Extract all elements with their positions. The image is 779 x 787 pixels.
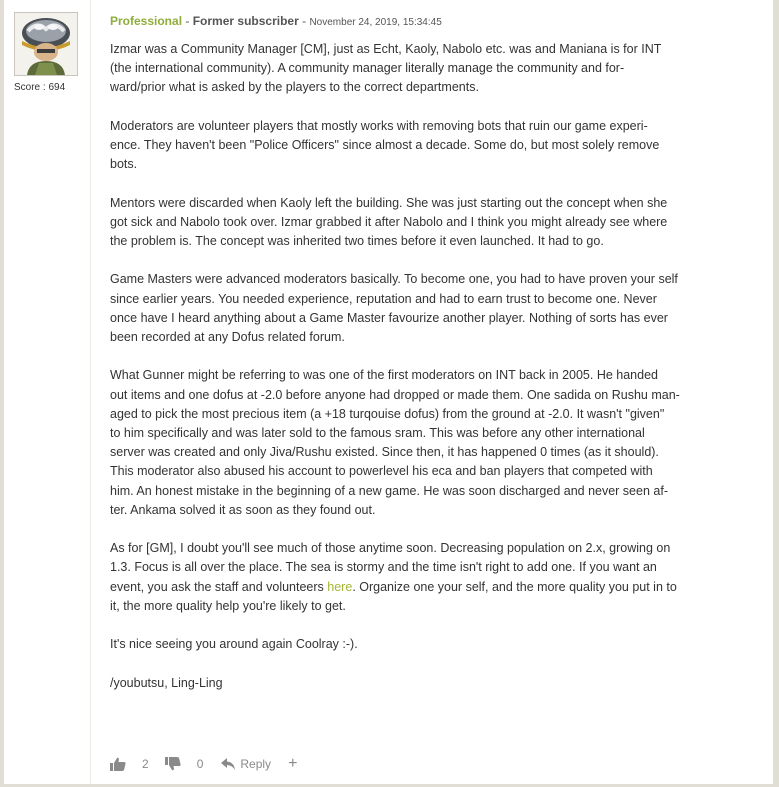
signature: /youbutsu, Ling-Ling — [110, 675, 223, 690]
author-column — [4, 0, 90, 787]
paragraph-gm — [110, 539, 726, 616]
thumbs-down-icon[interactable] — [165, 757, 181, 771]
avatar[interactable] — [14, 12, 78, 76]
here-link[interactable]: here — [327, 579, 353, 594]
thumbs-up-icon[interactable] — [110, 757, 126, 771]
gm-text-after: . Organize one your self, and the more quality you put in to it, the more quality help you're likely to get. — [110, 579, 677, 613]
column-divider — [90, 0, 91, 787]
like-count: 2 — [142, 757, 149, 771]
paragraph-game-masters: Game Masters were advanced moderators basically. To become one, you had to have proven your self since earlier years. You needed experience, reputation and had to earn trust to become one. Never once have I heard anything about a Game Master favourize another player. Nothing of sorts has ever been recorded at any Dofus related forum. — [110, 272, 678, 344]
more-button[interactable]: + — [288, 755, 298, 772]
paragraph-moderators: Moderators are volunteer players that mostly works with removing bots that ruin our game experi- ence. They haven't been "Police Officers" since almost a decade. Some do, but most solely remove bots. — [110, 118, 660, 172]
dislike-count: 0 — [196, 757, 204, 771]
reply-label: Reply — [240, 757, 272, 771]
author-role[interactable]: Professional — [110, 14, 183, 28]
reply-button[interactable] — [221, 757, 271, 771]
post-header — [110, 13, 442, 31]
post-actions — [110, 752, 297, 776]
masked-character-avatar-icon — [15, 13, 77, 75]
author-score: Score : 694 — [14, 82, 66, 93]
post-body — [110, 40, 726, 712]
gm-text-before: As for [GM], I doubt you'll see much of those anytime soon. Decreasing population on 2.x, growing on 1.3. Focus is all over the place. The sea is stormy and the time isn't right to add one. If you want an event, you ask the staff and volunteers — [110, 541, 671, 594]
paragraph-community-manager: Izmar was a Community Manager [CM], just as Echt, Kaoly, Nabolo etc. was and Maniana is for INT (the international community). A community manager literally manage the community and for- ward/prior what is asked by the players to the correct departments. — [110, 42, 662, 95]
header-separator: - — [302, 14, 307, 28]
paragraph-mentors: Mentors were discarded when Kaoly left the building. She was just starting out the concept when she got sick and Nabolo took over. Izmar grabbed it after Nabolo and I think you might already see where the problem is. The concept was inherited two times before it even launched. It had to go. — [110, 195, 668, 248]
author-status: Former subscriber — [192, 14, 299, 28]
paragraph-gunner: What Gunner might be referring to was one of the first moderators on INT back in 2005. He handed out items and one dofus at -2.0 before anyone had dropped or made them. One sadida on Rushu man- aged to pick the most precious item (a +18 turqouise dofus) from the ground at -2.0. It wasn't "given" to him specifically and was later sold to the famous sram. This was before any other international server was created and only Jiva/Rushu existed. Since then, it has happened 0 times (as it should). This moderator also abused his account to powerlevel his eca and ban players that competed with him. An honest mistake in the beginning of a new game. He was soon discharged and never seen af- ter. Ankama solved it as soon as they found out. — [110, 368, 680, 517]
paragraph-closing: It's nice seeing you around again Coolray :-). — [110, 637, 358, 652]
post-date: November 24, 2019, 15:34:45 — [309, 17, 442, 28]
reply-arrow-icon — [221, 758, 235, 770]
header-separator: - — [185, 14, 190, 28]
